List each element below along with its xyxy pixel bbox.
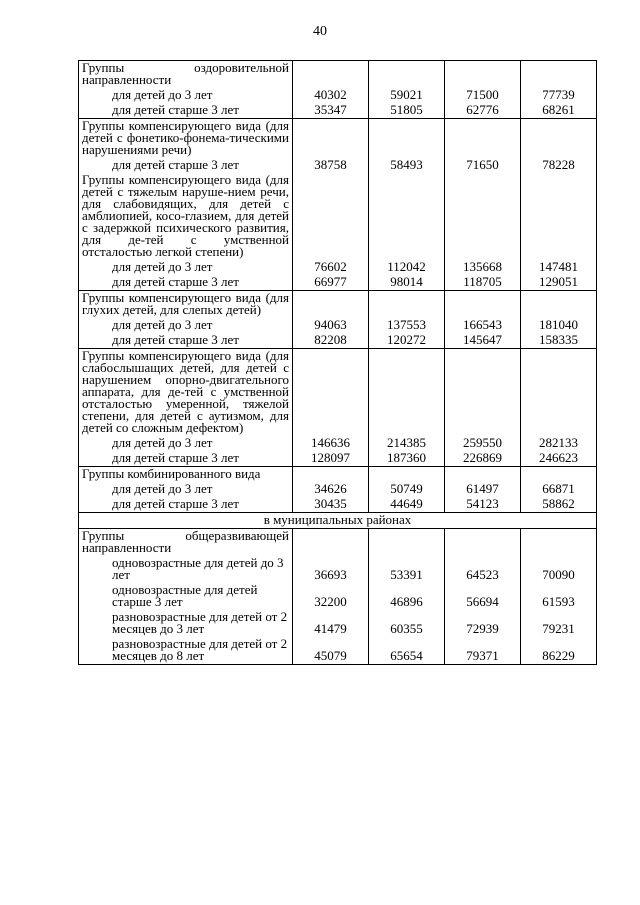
empty-cell [293,119,369,159]
cell-value: 166543 [445,318,521,333]
cell-value: 146636 [293,436,369,451]
cell-value: 61497 [445,482,521,497]
row-label: для детей до 3 лет [79,260,293,275]
cell-value: 120272 [369,333,445,349]
cell-value: 58493 [369,158,445,173]
cell-value: 38758 [293,158,369,173]
empty-cell [445,467,521,483]
empty-cell [369,291,445,319]
empty-cell [521,467,597,483]
cell-value: 135668 [445,260,521,275]
row-label: для детей старше 3 лет [79,103,293,119]
empty-cell [293,467,369,483]
table-row [79,482,597,497]
cell-value: 112042 [369,260,445,275]
empty-cell [293,349,369,437]
cell-value: 147481 [521,260,597,275]
cell-value: 36693 [293,556,369,583]
cell-value: 77739 [521,88,597,103]
cell-value: 59021 [369,88,445,103]
cell-value: 118705 [445,275,521,291]
tariff-table [78,60,597,665]
row-label: для детей старше 3 лет [79,275,293,291]
row-label: для детей до 3 лет [79,436,293,451]
empty-cell [445,529,521,557]
empty-cell [521,119,597,159]
cell-value: 45079 [293,637,369,665]
cell-value: 64523 [445,556,521,583]
row-label: для детей старше 3 лет [79,497,293,513]
cell-value: 70090 [521,556,597,583]
empty-cell [369,349,445,437]
row-label: одновозрастные для детей старше 3 лет [79,583,293,610]
group-header-row [79,349,597,437]
group-title: Группы комбинированного вида [79,467,293,483]
cell-value: 128097 [293,451,369,467]
cell-value: 44649 [369,497,445,513]
cell-value: 54123 [445,497,521,513]
cell-value: 66871 [521,482,597,497]
group-title: Группы компенсирующего вида (для детей с фонетико-фонема-тическими нарушениями речи) [79,119,293,159]
empty-cell [293,61,369,89]
empty-cell [445,119,521,159]
empty-cell [445,173,521,260]
cell-value: 79231 [521,610,597,637]
cell-value: 46896 [369,583,445,610]
cell-value: 71500 [445,88,521,103]
table-row [79,497,597,513]
cell-value: 50749 [369,482,445,497]
cell-value: 68261 [521,103,597,119]
table-row [79,556,597,583]
cell-value: 82208 [293,333,369,349]
group-header-row [79,61,597,89]
empty-cell [293,173,369,260]
cell-value: 62776 [445,103,521,119]
cell-value: 259550 [445,436,521,451]
cell-value: 40302 [293,88,369,103]
table-row [79,451,597,467]
row-label: для детей старше 3 лет [79,333,293,349]
tariff-table-body [79,61,597,665]
group-header-row [79,173,597,260]
cell-value: 181040 [521,318,597,333]
row-label: разновозрастные для детей от 2 месяцев до 8 лет [79,637,293,665]
cell-value: 53391 [369,556,445,583]
cell-value: 61593 [521,583,597,610]
cell-value: 145647 [445,333,521,349]
group-header-row [79,119,597,159]
cell-value: 214385 [369,436,445,451]
empty-cell [521,349,597,437]
empty-cell [369,529,445,557]
cell-value: 51805 [369,103,445,119]
cell-value: 56694 [445,583,521,610]
table-row [79,637,597,665]
table-row [79,103,597,119]
cell-value: 72939 [445,610,521,637]
group-title: Группы компенсирующего вида (для слабослышащих детей, для детей с нарушением опорно-двигательного аппарата, для де-тей с умственной отсталостью умеренной, тяжелой степени, для детей с аутизмом, для детей со сложным дефектом) [79,349,293,437]
empty-cell [369,467,445,483]
cell-value: 98014 [369,275,445,291]
cell-value: 32200 [293,583,369,610]
cell-value: 79371 [445,637,521,665]
row-label: одновозрастные для детей до 3 лет [79,556,293,583]
cell-value: 78228 [521,158,597,173]
empty-cell [521,529,597,557]
row-label: разновозрастные для детей от 2 месяцев до 3 лет [79,610,293,637]
cell-value: 41479 [293,610,369,637]
table-row [79,333,597,349]
group-title: Группы оздоровительной направленности [79,61,293,89]
empty-cell [293,291,369,319]
group-title: Группы общеразвивающей направленности [79,529,293,557]
group-header-row [79,467,597,483]
table-row [79,436,597,451]
cell-value: 137553 [369,318,445,333]
row-label: для детей до 3 лет [79,482,293,497]
empty-cell [521,61,597,89]
table-row [79,610,597,637]
empty-cell [445,61,521,89]
table-row [79,275,597,291]
group-header-row [79,529,597,557]
cell-value: 129051 [521,275,597,291]
cell-value: 187360 [369,451,445,467]
cell-value: 34626 [293,482,369,497]
empty-cell [445,349,521,437]
table-row [79,583,597,610]
group-title: Группы компенсирующего вида (для глухих детей, для слепых детей) [79,291,293,319]
table-row [79,260,597,275]
row-label: для детей старше 3 лет [79,451,293,467]
empty-cell [521,291,597,319]
table-row [79,158,597,173]
table-row [79,318,597,333]
cell-value: 66977 [293,275,369,291]
section-row [79,513,597,529]
cell-value: 58862 [521,497,597,513]
cell-value: 76602 [293,260,369,275]
empty-cell [521,173,597,260]
row-label: для детей до 3 лет [79,88,293,103]
cell-value: 226869 [445,451,521,467]
cell-value: 30435 [293,497,369,513]
cell-value: 71650 [445,158,521,173]
row-label: для детей старше 3 лет [79,158,293,173]
cell-value: 86229 [521,637,597,665]
empty-cell [369,173,445,260]
cell-value: 35347 [293,103,369,119]
page-number: 40 [313,24,327,39]
empty-cell [445,291,521,319]
group-header-row [79,291,597,319]
cell-value: 246623 [521,451,597,467]
empty-cell [369,61,445,89]
cell-value: 282133 [521,436,597,451]
group-title: Группы компенсирующего вида (для детей с тяжелым наруше-нием речи, для слабовидящих, для детей с амблиопией, косо-глазием, для детей с задержкой психического развития, для де-тей с умственной отсталостью легкой степени) [79,173,293,260]
cell-value: 94063 [293,318,369,333]
cell-value: 65654 [369,637,445,665]
table-row [79,88,597,103]
empty-cell [369,119,445,159]
section-title: в муниципальных районах [79,513,597,529]
row-label: для детей до 3 лет [79,318,293,333]
empty-cell [293,529,369,557]
cell-value: 158335 [521,333,597,349]
cell-value: 60355 [369,610,445,637]
